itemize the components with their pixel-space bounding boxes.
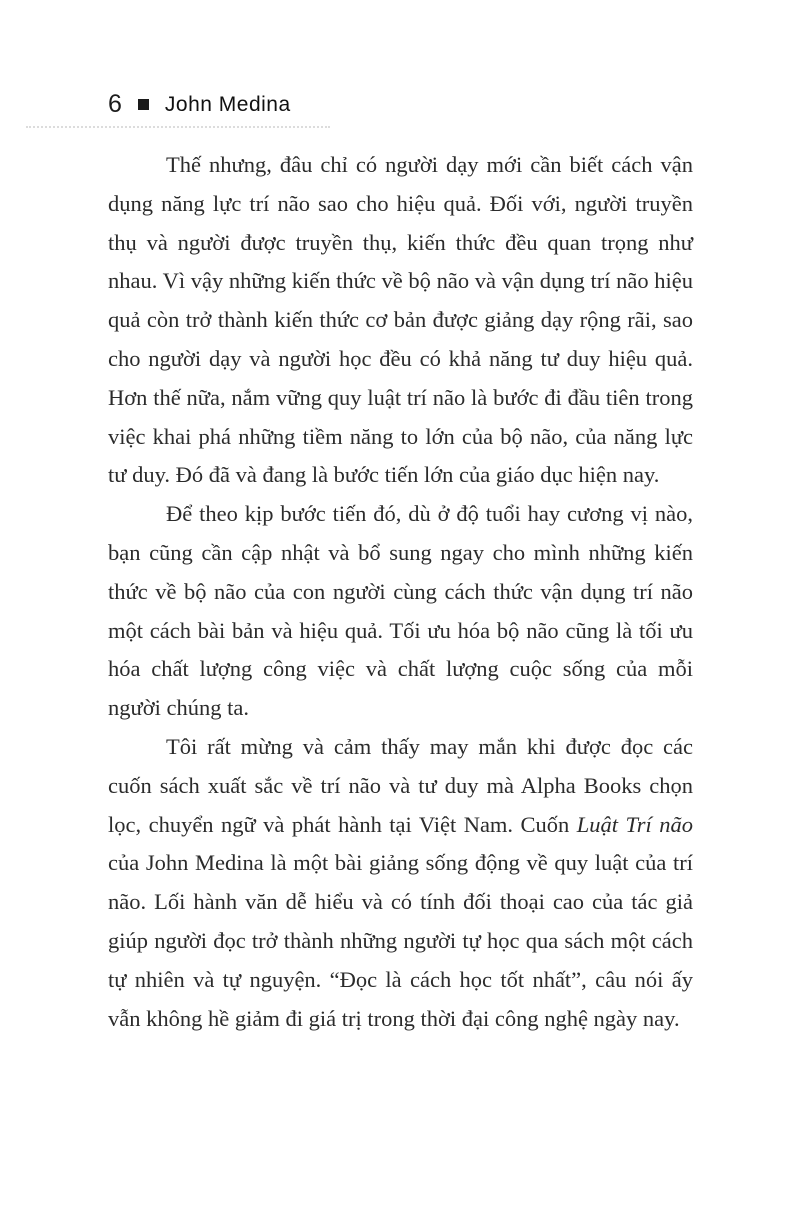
running-head-author: John Medina <box>164 93 291 116</box>
page-number: 6 <box>108 90 122 118</box>
paragraph <box>108 495 693 728</box>
page-body <box>108 146 693 1038</box>
header-dotted-rule <box>26 126 330 128</box>
page-header <box>108 92 291 117</box>
book-title-italic: Luật Trí não <box>576 811 693 837</box>
paragraph <box>108 146 693 495</box>
text-run: Thế nhưng, đâu chỉ có người dạy mới cần biết cách vận dụng năng lực trí não sao cho hiệu quả. Đối với, người truyền thụ và người được truyền thụ, kiến thức đều quan trọng như nhau. Vì vậy những kiến thức về bộ não và vận dụng trí não hiệu quả còn trở thành kiến thức cơ bản được giảng dạy rộng rãi, sao cho người dạy và người học đều có khả năng tư duy hiệu quả. Hơn thế nữa, nắm vững quy luật trí não là bước đi đầu tiên trong việc khai phá những tiềm năng to lớn của bộ não, của năng lực tư duy. Đó đã và đang là bước tiến lớn của giáo dục hiện nay. <box>108 152 693 488</box>
text-run: Tôi rất mừng và cảm thấy may mắn khi được đọc các cuốn sách xuất sắc về trí não và tư duy mà Alpha Books chọn lọc, chuyển ngữ và phát hành tại Việt Nam. Cuốn <box>108 733 693 837</box>
text-run: của John Medina là một bài giảng sống động về quy luật của trí não. Lối hành văn dễ hiểu và có tính đối thoại cao của tác giả giúp người đọc trở thành những người tự học qua sách một cách tự nhiên và tự nguyện. “Đọc là cách học tốt nhất”, câu nói ấy vẫn không hề giảm đi giá trị trong thời đại công nghệ ngày nay. <box>108 850 693 1031</box>
text-run: Để theo kịp bước tiến đó, dù ở độ tuổi hay cương vị nào, bạn cũng cần cập nhật và bổ sung ngay cho mình những kiến thức về bộ não của con người cùng cách thức vận dụng trí não một cách bài bản và hiệu quả. Tối ưu hóa bộ não cũng là tối ưu hóa chất lượng công việc và chất lượng cuộc sống của mỗi người chúng ta. <box>108 501 693 721</box>
square-bullet-icon <box>138 99 149 110</box>
paragraph <box>108 728 693 1038</box>
